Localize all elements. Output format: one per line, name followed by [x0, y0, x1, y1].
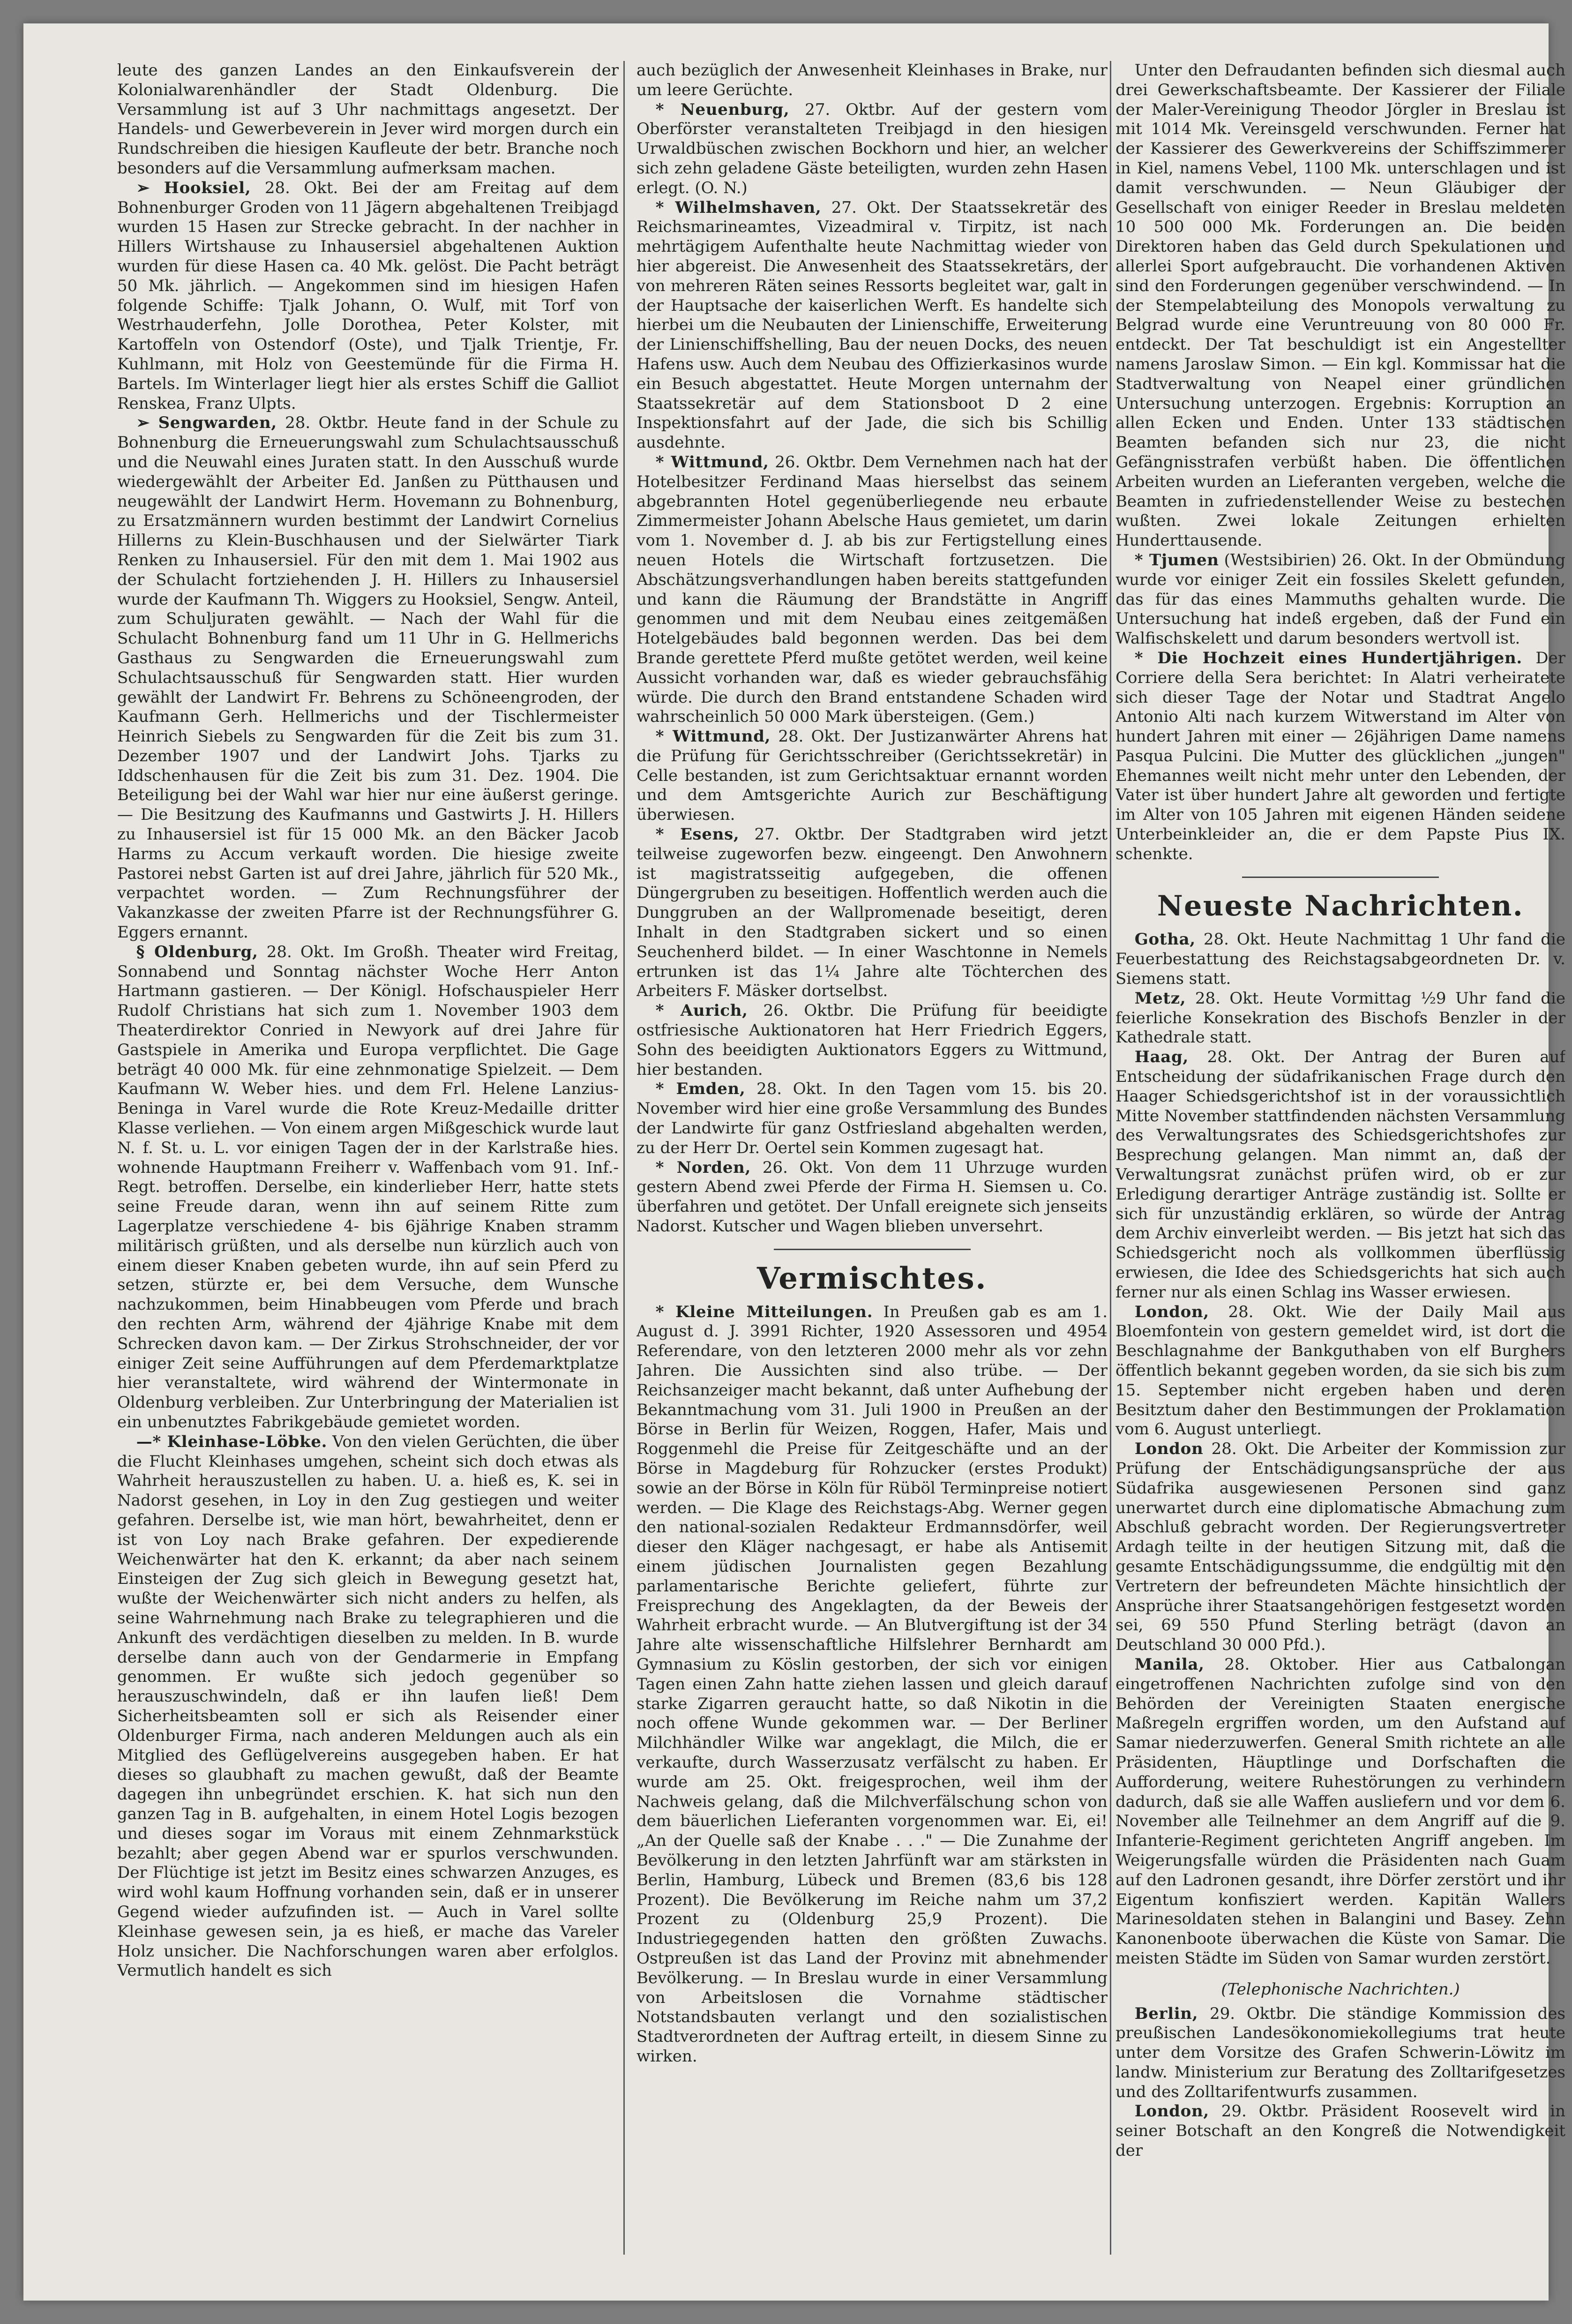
dateline-hooksiel: Hooksiel, [164, 178, 251, 197]
dateline-hochzeit: * Die Hochzeit eines Hundertjährigen. [1134, 648, 1522, 667]
section-heading-vermischtes: Vermischtes. [756, 1260, 988, 1296]
dateline-haag: Haag, [1134, 1048, 1189, 1067]
article-gotha [1115, 930, 1565, 989]
article-text: 27. Okt. Der Staatssekretär des Reichsmarineamtes, Vizeadmiral v. Tirpitz, ist nach mehrtägigem Aufenthalte heute Nachmittag wieder von hier abgereist. Die Anwesenheit des Staatssekretärs, der von mehreren Räten seines Ressorts begleitet war, galt in der Hauptsache der kaiserlichen Werft. Es handelte sich hierbei um die Neubauten der Linienschiffe, Erweiterung der Linienschiffshelling, Bau der neuen Docks, des neuen Hafens usw. Auch dem Neubau des Offizierkasinos wurde ein Besuch abgestattet. Heute Morgen unternahm der Staatssekretär auf dem Stationsboot D 2 eine Inspektionsfahrt auf der Jade, die sich bis Schillig ausdehnte. [636, 198, 1108, 452]
newspaper-page [23, 23, 1565, 2301]
dateline-london: London [1134, 1439, 1204, 1459]
article-text: 28. Okt. Bei der am Freitag auf dem Bohnenburger Groden von 11 Jägern abgehaltenen Treibjagd wurden 15 Hasen zur Strecke gebracht. In der nachher in Hillers Wirtshause zu Inhausersiel abgehaltenen Auktion wurden für diese Hasen ca. 40 Mk. gelöst. Die Pacht beträgt 50 Mk. jährlich. — Angekommen sind im hiesigen Hafen folgende Schiffe: Tjalk Johann, O. Wulf, mit Torf von Westrhauderfehn, Jolle Dorothea, Peter Kolster, mit Kartoffeln von Ostendorf (Oste), und Tjalk Trientje, Fr. Kuhlmann, mit Holz von Geestemünde für die Firma H. Bartels. Im Winterlager liegt hier als erstes Schiff die Galliot Renskea, Franz Ulpts. [117, 178, 619, 413]
dateline-london: London, [1134, 1302, 1209, 1321]
article-oldenburg [117, 943, 619, 1432]
section-divider [1242, 877, 1439, 878]
article-esens [636, 825, 1108, 1001]
article-hooksiel [117, 179, 619, 414]
article-text: 28. Okt. Heute Nachmittag 1 Uhr fand die Feuerbestattung des Reichstagsabgeordneten Dr. v. Siemens statt. [1115, 930, 1565, 989]
article-sengwarden [117, 413, 619, 943]
article-text: (Westsibirien) 26. Okt. In der Obmündung wurde vor einiger Zeit ein fossiles Skelett gefunden, das für das eines Mammuths gehalten wurde. Die Untersuchung hat indeß ergeben, daß der Fund ein Walfischskelett und darum besonders wertvoll ist. [1115, 550, 1565, 648]
column-2 [636, 61, 1108, 2273]
dateline-emden: * Emden, [655, 1080, 746, 1099]
section-heading-neueste-nachrichten: Neueste Nachrichten. [1157, 889, 1524, 922]
article-text: Der Corriere della Sera berichtet: In Alatri verheiratete sich dieser Tage der Notar und Stadtrat Angelo Antonio Alti nach kurzem Witwerstand im Alter von hundert Jahren mit einer — 26jährigen Dame namens Pasqua Pulcini. Die Mutter des glücklichen „jungen" Ehemannes weilt nicht mehr unter den Lebenden, der Vater ist über hundert Jahre alt geworden und fertigte im Alter von 105 Jahren mit eigenen Händen seidene Unterbeinkleider an, die er dem Papste Pius IX. schenkte. [1115, 648, 1565, 863]
article-hochzeit [1115, 649, 1565, 864]
article-text: 28. Oktbr. Heute fand in der Schule zu Bohnenburg die Erneuerungswahl zum Schulachtsausschuß und die Neuwahl eines Juraten statt. In den Ausschuß wurde wiedergewählt der Arbeiter Ed. Janßen zu Pütthausen und neugewählt der Landwirt Herm. Hovemann zu Bohnenburg, zu Ersatzmännern wurden bestimmt der Landwirt Cornelius Hillerns zu Klein-Buschhausen und der Sielwärter Tiark Renken zu Inhausersiel. Für den mit dem 1. Mai 1902 aus der Schulacht fortziehenden J. H. Hillers zu Inhausersiel wurde der Kaufmann Th. Wiggers zu Hooksiel, Sengw. Anteil, zum Schuljuraten gewählt. — Nach der Wahl für die Schulacht Bohnenburg fand um 11 Uhr in G. Hellmerichs Gasthaus zu Sengwarden die Erneuerungswahl zum Schulachtsausschuß für Sengwarden statt. Hier wurden gewählt der Landwirt Fr. Behrens zu Schöneengroden, der Kaufmann Gerh. Hellmerichs und der Tischlermeister Heinrich Siebels zu Sengwarden für die Zeit bis zum 31. Dezember 1907 und der Landwirt Johs. Tjarks zu Iddschenhausen für die Zeit bis zum 31. Dez. 1904. Die Beteiligung bei der Wahl war hier nur eine äußerst geringe. — Die Besitzung des Kaufmanns und Gastwirts J. H. Hillers zu Inhausersiel ist für 15 000 Mk. an den Bäcker Jacob Harms zu Accum verkauft worden. Die hiesige zweite Pastorei nebst Garten ist auf drei Jahre, jährlich für 520 Mk., verpachtet worden. — Zum Rechnungsführer der Vakanzkasse der zweiten Pfarre ist der Rechnungsführer G. Eggers ernannt. [117, 413, 619, 942]
dateline-norden: * Norden, [655, 1158, 751, 1177]
article-text: 28. Okt. In den Tagen vom 15. bis 20. November wird hier eine große Versammlung des Bundes der Landwirte für ganz Ostfriesland abgehalten werden, zu der Herr Dr. Oertel sein Kommen zugesagt hat. [636, 1080, 1108, 1157]
column-1 [117, 61, 619, 2273]
article-text: 28. Okt. Wie der Daily Mail aus Bloemfontein von gestern gemeldet wird, ist dort die Beschlagnahme der Bankguthaben von elf Burghers öffentlich bekannt gegeben worden, da sie sich bis zum 15. September nicht ergeben haben und deren Besitztum daher den Bestimmungen der Proklamation vom 6. August unterliegt. [1115, 1302, 1565, 1439]
dateline-wilhelmshaven: * Wilhelmshaven, [655, 198, 822, 217]
article-text: 28. Okt. Die Arbeiter der Kommission zur Prüfung der Entschädigungsansprüche der aus Südafrika ausgewiesenen Personen sind ganz unerwartet durch eine diplomatische Abmachung zum Abschluß gebracht worden. Der Regierungsvertreter Ardagh teilte in der heutigen Sitzung mit, daß die gesamte Entschädigungssumme, die endgültig mit den Vertretern der befreundeten Mächte hinsichtlich der Ansprüche ihrer Staatsangehörigen festgesetzt worden sei, 69 550 Pfund Sterling beträgt (davon an Deutschland 30 000 Pfd.). [1115, 1439, 1565, 1655]
dateline-wittmund: * Wittmund, [655, 452, 769, 472]
article-text: 26. Oktbr. Die Prüfung für beeidigte ostfriesische Auktionatoren hat Herr Friedrich Eggers, Sohn des beeidigten Auktionators Eggers zu Wittmund, hier bestanden. [636, 1001, 1108, 1079]
article-wittmund-2 [636, 727, 1108, 825]
dateline-kleine-mitteilungen: * Kleine Mitteilungen. [655, 1302, 873, 1321]
bird-ornament-icon: ➢ [136, 178, 164, 197]
article-neuenburg [636, 100, 1108, 198]
dateline-gotha: Gotha, [1134, 930, 1196, 949]
article-norden [636, 1158, 1108, 1237]
dateline-oldenburg: § Oldenburg, [136, 942, 258, 961]
article-london-2 [1115, 1439, 1565, 1655]
article-emden [636, 1080, 1108, 1158]
article-text: 28. Oktober. Hier aus Catbalongan eingetroffenen Nachrichten zufolge sind von den Behörden der Vereinigten Staaten energische Maßregeln ergriffen worden, um den Aufstand auf Samar niederzuwerfen. General Smith richtete an alle Präsidenten, Häuptlinge und Dorfschaften die Aufforderung, weitere Ruhestörungen zu verhindern dadurch, daß sie alle Waffen ausliefern und vor dem 6. November alle Teilnehmer an dem Angriff auf die 9. Infanterie-Regiment gerichteten Angriff angeben. Im Weigerungsfalle würden die Präsidenten nach Guam auf den Ladronen gesandt, ihre Dörfer zerstört und ihr Eigentum konfisziert werden. Kapitän Wallers Marinesoldaten stehen in Balangini und Basey. Zehn Kanonenboote überwachen die Küste von Samar. Die meisten Städte im Süden von Samar wurden zerstört. [1115, 1655, 1565, 1968]
article-text: 29. Oktbr. Präsident Roosevelt wird in seiner Botschaft an den Kongreß die Notwendigkeit der [1115, 2102, 1565, 2160]
bird-ornament-icon: ➢ [136, 413, 158, 433]
article-text: 28. Okt. Der Antrag der Buren auf Entscheidung der südafrikanischen Frage durch den Haager Schiedsgerichtshof ist in der voraussichtlich Mitte November stattfindenden nächsten Versammlung des Verwaltungsrates des Schiedsgerichtshofes zur Besprechung gelangen. Man nimmt an, daß der Verwaltungsrat zunächst prüfen wird, ob er zur Erledigung derartiger Anträge zuständig ist. Sollte er sich für unzuständig erklären, so würde der Antrag dem Archiv einverleibt werden. — Bis jetzt hat sich das Schiedsgericht noch als vollkommen überflüssig erwiesen, die Idee des Schiedsgerichts hat sich auch ferner nur als einen Schlag ins Wasser erwiesen. [1115, 1048, 1565, 1302]
article-continuation: auch bezüglich der Anwesenheit Kleinhases in Brake, nur um leere Gerüchte. [636, 61, 1108, 99]
dateline-sengwarden: Sengwarden, [158, 413, 277, 433]
article-tjumen [1115, 551, 1565, 649]
article-text: 26. Oktbr. Dem Vernehmen nach hat der Hotelbesitzer Ferdinand Maas hierselbst das seinem abgebrannten Hotel gegenüberliegende neu erbaute Zimmermeister Johann Abelsche Haus gemietet, um darin vom 1. November d. J. ab bis zur Fertigstellung eines neuen Hotels die Wirtschaft fortzusetzen. Die Abschätzungsverhandlungen haben bereits stattgefunden und kann die Räumung der Brandstätte in Angriff genommen und mit dem Neubau eines zeitgemäßen Hotelgebäudes bald begonnen werden. Das bei dem Brande gerettete Pferd mußte getötet werden, weil keine Aussicht vorhanden war, daß es wieder gebrauchsfähig würde. Die durch den Brand entstandene Schaden wird wahrscheinlich 50 000 Mark übersteigen. (Gem.) [636, 452, 1108, 727]
column-3 [1115, 61, 1565, 2273]
dateline-esens: * Esens, [655, 825, 740, 844]
article-continuation: leute des ganzen Landes an den Einkaufsverein der Kolonialwarenhändler der Stadt Oldenburg. Die Versammlung ist auf 3 Uhr nachmittags angesetzt. Der Handels- und Gewerbeverein in Jever wird morgen durch ein Rundschreiben die hiesigen Kaufleute der betr. Branche noch besonders auf die Versammlung aufmerksam machen. [117, 61, 619, 178]
article-berlin [1115, 2004, 1565, 2102]
article-text: 29. Oktbr. Die ständige Kommission des preußischen Landesökonomiekollegiums trat heute unter dem Vorsitze des Grafen Schwerin-Löwitz im landw. Ministerium zur Beratung des Zolltarifgesetzes und des Zolltarifentwurfs zusammen. [1115, 2004, 1565, 2101]
article-wilhelmshaven [636, 198, 1108, 453]
article-kleine-mitteilungen [636, 1303, 1108, 2067]
dateline-metz: Metz, [1134, 989, 1186, 1008]
dateline-kleinhase: —* Kleinhase-Löbke. [136, 1432, 328, 1451]
article-text: In Preußen gab es am 1. August d. J. 3991 Richter, 1920 Assessoren und 4954 Referendare, von den letzteren 2000 mehr als vor zehn Jahren. Die Aussichten sind also trübe. — Der Reichsanzeiger macht bekannt, daß unter Aufhebung der Bekanntmachung vom 31. Juli 1900 in Preußen an der Börse in Berlin für Weizen, Roggen, Hafer, Mais und Roggenmehl die Preise für Zeitgeschäfte und an der Börse in Magdeburg für Rohzucker (erstes Produkt) sowie an der Börse in Köln für Rüböl Terminpreise notiert werden. — Die Klage des Reichstags-Abg. Werner gegen den national-sozialen Redakteur Erdmannsdörfer, weil dieser den Kläger nachgesagt, er habe als Antisemit einem jüdischen Journalisten gegen Bezahlung parlamentarische Berichte geliefert, führte zur Freisprechung des Angeklagten, da der Beweis der Wahrheit erbracht wurde. — An Blutvergiftung ist der 34 Jahre alte wissenschaftliche Hilfslehrer Bernhardt am Gymnasium zu Köslin gestorben, der sich vor einigen Tagen einen Zahn hatte ziehen lassen und gleich darauf starke Zigarren geraucht hatte, so daß Nikotin in die noch offene Wunde gekommen war. — Der Berliner Milchhändler Wilke war angeklagt, die Milch, die er verkaufte, durch Wasserzusatz verfälscht zu haben. Er wurde am 25. Okt. freigesprochen, weil ihm der Nachweis gelang, daß die Milchverfälschung schon von dem bäuerlichen Lieferanten vorgenommen war. Ei, ei! „An der Quelle saß der Knabe . . ." — Die Zunahme der Bevölkerung in den letzten Jahrfünft war am stärksten in Berlin, Hamburg, Lübeck und Bremen (83,6 bis 128 Prozent). Die Bevölkerung im Reiche nahm um 37,2 Prozent zu (Oldenburg 25,9 Prozent). Die Industriegegenden hatten den größten Zuwachs. Ostpreußen ist das Land der Provinz mit abnehmender Bevölkerung. — In Breslau wurde in einer Versammlung von Arbeitslosen die Vornahme städtischer Notstandsbauten verlangt und den sozialistischen Stadtverordneten der Auftrag erteilt, in diesem Sinne zu wirken. [636, 1302, 1108, 2066]
article-text: 28. Okt. Heute Vormittag ½9 Uhr fand die feierliche Konsekration des Bischofs Benzler in der Kathedrale statt. [1115, 989, 1565, 1047]
article-london-1 [1115, 1303, 1565, 1440]
dateline-wittmund: * Wittmund, [655, 727, 771, 746]
dateline-aurich: * Aurich, [655, 1001, 748, 1020]
article-text: 28. Okt. Im Großh. Theater wird Freitag, Sonnabend und Sonntag nächster Woche Herr Anton Hartmann gastieren. — Der Königl. Hofschauspieler Herr Rudolf Christians hat sich zum 1. November 1903 dem Theaterdirektor Conried in Newyork auf drei Jahre für Gastspiele in Amerika und Europa verpflichtet. Die Gage beträgt 40 000 Mk. für eine zehnmonatige Spielzeit. — Dem Kaufmann W. Weber hies. und dem Frl. Helene Lanzius-Beninga in Varel wurde die Rote Kreuz-Medaille dritter Klasse verliehen. — Von einem argen Mißgeschick wurde laut N. f. St. u. L. vor einigen Tagen der in der Karlstraße hies. wohnende Hauptmann Freiherr v. Waffenbach vom 91. Inf.-Regt. betroffen. Derselbe, ein kinderlieber Herr, hatte stets seine Freude daran, wenn ihn auf seinem Ritte zum Lagerplatze verschiedene 4- bis 6jährige Knaben stramm militärisch grüßten, und als derselbe nun kürzlich auch von einem dieser Knaben gebeten wurde, ihn auf sein Pferd zu setzen, stürzte er, bei dem Versuche, dem Wunsche nachzukommen, beim Hinabbeugen vom Pferde und brach den rechten Arm, während der 4jährige Knabe mit dem Schrecken davon kam. — Der Zirkus Strohschneider, der vor einiger Zeit seine Aufführungen auf dem Pferdemarktplatze hier veranstaltete, wird während der Wintermonate in Oldenburg verbleiben. Zur Unterbringung der Materialien ist ein unbenutztes Fabrikgebäude gemietet worden. [117, 942, 619, 1432]
article-text: 26. Okt. Von dem 11 Uhrzuge wurden gestern Abend zwei Pferde der Firma H. Siemsen u. Co. überfahren und getötet. Der Unfall ereignete sich jenseits Nadorst. Kutscher und Wagen blieben unversehrt. [636, 1158, 1108, 1236]
column-rule-right [1110, 61, 1111, 2255]
article-london-3 [1115, 2102, 1565, 2160]
column-rule-left [623, 61, 625, 2255]
dateline-berlin: Berlin, [1134, 2004, 1198, 2023]
article-haag [1115, 1048, 1565, 1302]
dateline-manila: Manila, [1134, 1655, 1205, 1674]
article-manila [1115, 1655, 1565, 1969]
article-text: Von den vielen Gerüchten, die über die Flucht Kleinhases umgehen, scheint sich doch etwas als Wahrheit herauszustellen zu haben. U. a. hieß es, K. sei in Nadorst gesehen, in Loy in den Zug gestiegen und weiter gefahren. Derselbe ist, wie man hört, bewahrheitet, denn er ist von Loy nach Brake gefahren. Der expedierende Weichenwärter hat den K. erkannt; da aber nach seinem Einsteigen der Zug sich gleich in Bewegung gesetzt hat, wußte der Weichenwärter sich nicht anders zu helfen, als seine Wahrnehmung nach Brake zu telegraphieren und die Ankunft des verdächtigen dieselben zu melden. In B. wurde derselbe dann auch von der Gendarmerie in Empfang genommen. Er wußte sich jedoch gegenüber so herauszuschwindeln, daß er ihn laufen ließ! Dem Sicherheitsbeamten soll er sich als Reisender einer Oldenburger Firma, nach anderen Meldungen auch als ein Mitglied des Geflügelvereins ausgegeben haben. Er hat dieses so glaubhaft zu machen gewußt, daß der Beamte dagegen ihn unbegründet erschien. K. hat sich nun den ganzen Tag in B. aufgehalten, in einem Hotel Logis bezogen und dieses sogar im Voraus mit einem Zehnmarkstück bezahlt; aber gegen Abend war er spurlos verschwunden. Der Flüchtige ist jetzt im Besitz eines schwarzen Anzuges, es wird wohl kaum Hoffnung vorhanden sein, daß er in unserer Gegend wieder aufzufinden ist. — Auch in Varel sollte Kleinhase gewesen sein, ja es hieß, er mache das Vareler Holz unsicher. Die Nachforschungen waren aber erfolglos. Vermutlich handelt es sich [117, 1432, 619, 1980]
dateline-tjumen: * Tjumen [1134, 550, 1219, 570]
article-defraudanten: Unter den Defraudanten befinden sich diesmal auch drei Gewerkschaftsbeamte. Der Kassierer der Filiale der Maler-Vereinigung Theodor Jörgler in Breslau ist mit 1014 Mk. Vereinsgeld verschwunden. Ferner hat der Kassierer des Gewerkvereins der Schiffszimmerer in Kiel, namens Vebel, 1100 Mk. unterschlagen und ist damit verschwunden. — Neun Gläubiger der Gesellschaft von einiger Reeder in Breslau meldeten 10 500 000 Mk. Forderungen an. Die beiden Direktoren haben das Geld durch Spekulationen und allerlei Sport aufgebraucht. Die vorhandenen Aktiven sind den Forderungen gegenüber verschwindend. — In der Stempelabteilung des Monopols verwaltung zu Belgrad wurde eine Veruntreuung von 80 000 Fr. entdeckt. Der Tat beschuldigt ist ein Angestellter namens Jaroslaw Simon. — Ein kgl. Kommissar hat die Stadtverwaltung von Neapel einer gründlichen Untersuchung unterzogen. Ergebnis: Korruption an allen Ecken und Enden. Unter 133 städtischen Beamten befanden sich nur 23, die nicht Gefängnisstrafen verbüßt haben. Die öffentlichen Arbeiten wurden an Lieferanten vergeben, welche die Beamten in zufriedenstellender Weise zu bestechen wußten. Zwei lokale Zeitungen erhielten Hunderttausende. [1115, 61, 1565, 550]
article-text: 28. Okt. Der Justizanwärter Ahrens hat die Prüfung für Gerichtsschreiber (Gerichtssekretär) in Celle bestanden, ist zum Gerichtsaktuar ernannt worden und dem Amtsgerichte Aurich zur Beschäftigung überwiesen. [636, 727, 1108, 825]
article-text: 27. Oktbr. Auf der gestern vom Oberförster veranstalteten Treibjagd in den hiesigen Urwaldbüschen zwischen Bockhorn und hier, an welcher sich zehn geladene Gäste beteiligten, wurden zehn Hasen erlegt. (O. N.) [636, 100, 1108, 197]
subheading-telephonische-nachrichten: (Telephonische Nachrichten.) [1221, 1979, 1460, 1999]
article-text: 27. Oktbr. Der Stadtgraben wird jetzt teilweise zugeworfen bezw. eingeengt. Den Anwohnern ist magistratsseitig aufgegeben, die offenen Düngergruben zu beseitigen. Hoffentlich werden auch die Dunggruben an der Wallpromenade beseitigt, deren Inhalt in den Stadtgraben sickert und so einen Seuchenherd bildet. — In einer Waschtonne in Nemels ertrunken ist das 1¼ Jahre alte Töchterchen des Arbeiters F. Mäsker dortselbst. [636, 825, 1108, 1001]
dateline-london: London, [1134, 2102, 1209, 2121]
section-divider [774, 1249, 971, 1250]
article-metz [1115, 989, 1565, 1048]
dateline-neuenburg: * Neuenburg, [655, 100, 790, 119]
article-kleinhase [117, 1432, 619, 1981]
article-aurich [636, 1001, 1108, 1080]
article-wittmund-1 [636, 453, 1108, 727]
